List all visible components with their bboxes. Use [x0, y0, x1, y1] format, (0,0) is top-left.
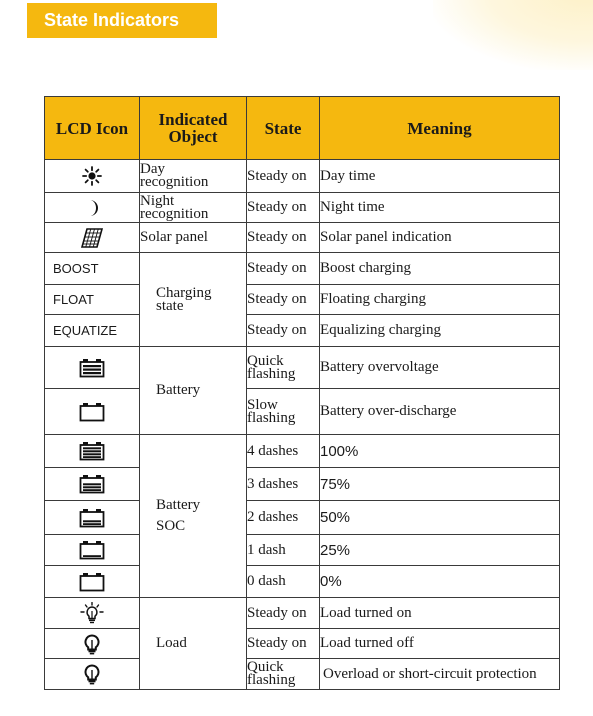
header-state: State: [247, 97, 320, 160]
meaning-cell: Battery over-discharge: [320, 389, 560, 435]
moon-icon: [82, 198, 102, 218]
table-row: [45, 566, 560, 598]
header-indicated-object: Indicated Object: [140, 97, 247, 160]
table-row: [45, 389, 560, 435]
object-cell: Solar panel: [140, 223, 247, 253]
table-row: [45, 629, 560, 659]
state-indicators-table: [44, 96, 560, 690]
float-indicator: FLOAT: [45, 285, 140, 315]
battery-1-dash-icon: [79, 540, 105, 560]
header-meaning: Meaning: [320, 97, 560, 160]
meaning-cell: 50%: [320, 501, 560, 535]
meaning-cell: 25%: [320, 535, 560, 566]
meaning-cell: Battery overvoltage: [320, 347, 560, 389]
battery-3-dashes-icon: [79, 474, 105, 494]
table-row: [45, 435, 560, 468]
sun-icon: [82, 166, 102, 186]
state-cell: 0 dash: [247, 566, 320, 598]
meaning-cell: 75%: [320, 468, 560, 501]
equalize-indicator: EQUATIZE: [45, 315, 140, 347]
meaning-cell: Floating charging: [320, 285, 560, 315]
state-cell: Quick flashing: [247, 659, 320, 690]
bulb-off-icon: [82, 633, 102, 655]
header-lcd-icon: LCD Icon: [45, 97, 140, 160]
state-cell: Slow flashing: [247, 389, 320, 435]
object-cell: Battery SOC: [140, 435, 247, 598]
table-row: [45, 468, 560, 501]
table-row: [45, 315, 560, 347]
state-cell: 4 dashes: [247, 435, 320, 468]
table-row: [45, 160, 560, 193]
object-cell: Night recognition: [140, 193, 247, 223]
battery-full-icon: [79, 358, 105, 378]
corner-decoration: [433, 0, 593, 70]
state-cell: 2 dashes: [247, 501, 320, 535]
object-cell: Day recognition: [140, 160, 247, 193]
state-cell: Steady on: [247, 253, 320, 285]
bulb-off-icon: [82, 663, 102, 685]
boost-indicator: BOOST: [45, 253, 140, 285]
state-cell: Steady on: [247, 160, 320, 193]
meaning-cell: Solar panel indication: [320, 223, 560, 253]
state-cell: 1 dash: [247, 535, 320, 566]
object-cell: Charging state: [140, 253, 247, 347]
state-cell: Quick flashing: [247, 347, 320, 389]
meaning-cell: 100%: [320, 435, 560, 468]
meaning-cell: 0%: [320, 566, 560, 598]
state-cell: Steady on: [247, 193, 320, 223]
state-cell: Steady on: [247, 285, 320, 315]
table-row: [45, 659, 560, 690]
table-row: [45, 223, 560, 253]
solar-panel-icon: [81, 227, 103, 249]
table-row: [45, 535, 560, 566]
state-cell: Steady on: [247, 598, 320, 629]
table-row: [45, 253, 560, 285]
meaning-cell: Boost charging: [320, 253, 560, 285]
battery-2-dashes-icon: [79, 508, 105, 528]
table-header-row: [45, 97, 560, 160]
meaning-cell: Night time: [320, 193, 560, 223]
table-row: [45, 501, 560, 535]
state-cell: Steady on: [247, 223, 320, 253]
battery-4-dashes-icon: [79, 441, 105, 461]
battery-empty-icon: [79, 402, 105, 422]
object-cell: Battery: [140, 347, 247, 435]
state-cell: Steady on: [247, 629, 320, 659]
meaning-cell: Equalizing charging: [320, 315, 560, 347]
bulb-on-icon: [80, 602, 104, 624]
meaning-cell: Day time: [320, 160, 560, 193]
meaning-cell: Load turned on: [320, 598, 560, 629]
meaning-cell: Overload or short-circuit protection: [320, 659, 560, 690]
table-row: [45, 285, 560, 315]
table-row: [45, 347, 560, 389]
section-title: State Indicators: [44, 10, 180, 30]
section-header: [27, 3, 217, 38]
state-cell: 3 dashes: [247, 468, 320, 501]
state-cell: Steady on: [247, 315, 320, 347]
object-cell: Load: [140, 598, 247, 690]
table-row: [45, 193, 560, 223]
battery-0-dash-icon: [79, 572, 105, 592]
table-row: [45, 598, 560, 629]
meaning-cell: Load turned off: [320, 629, 560, 659]
